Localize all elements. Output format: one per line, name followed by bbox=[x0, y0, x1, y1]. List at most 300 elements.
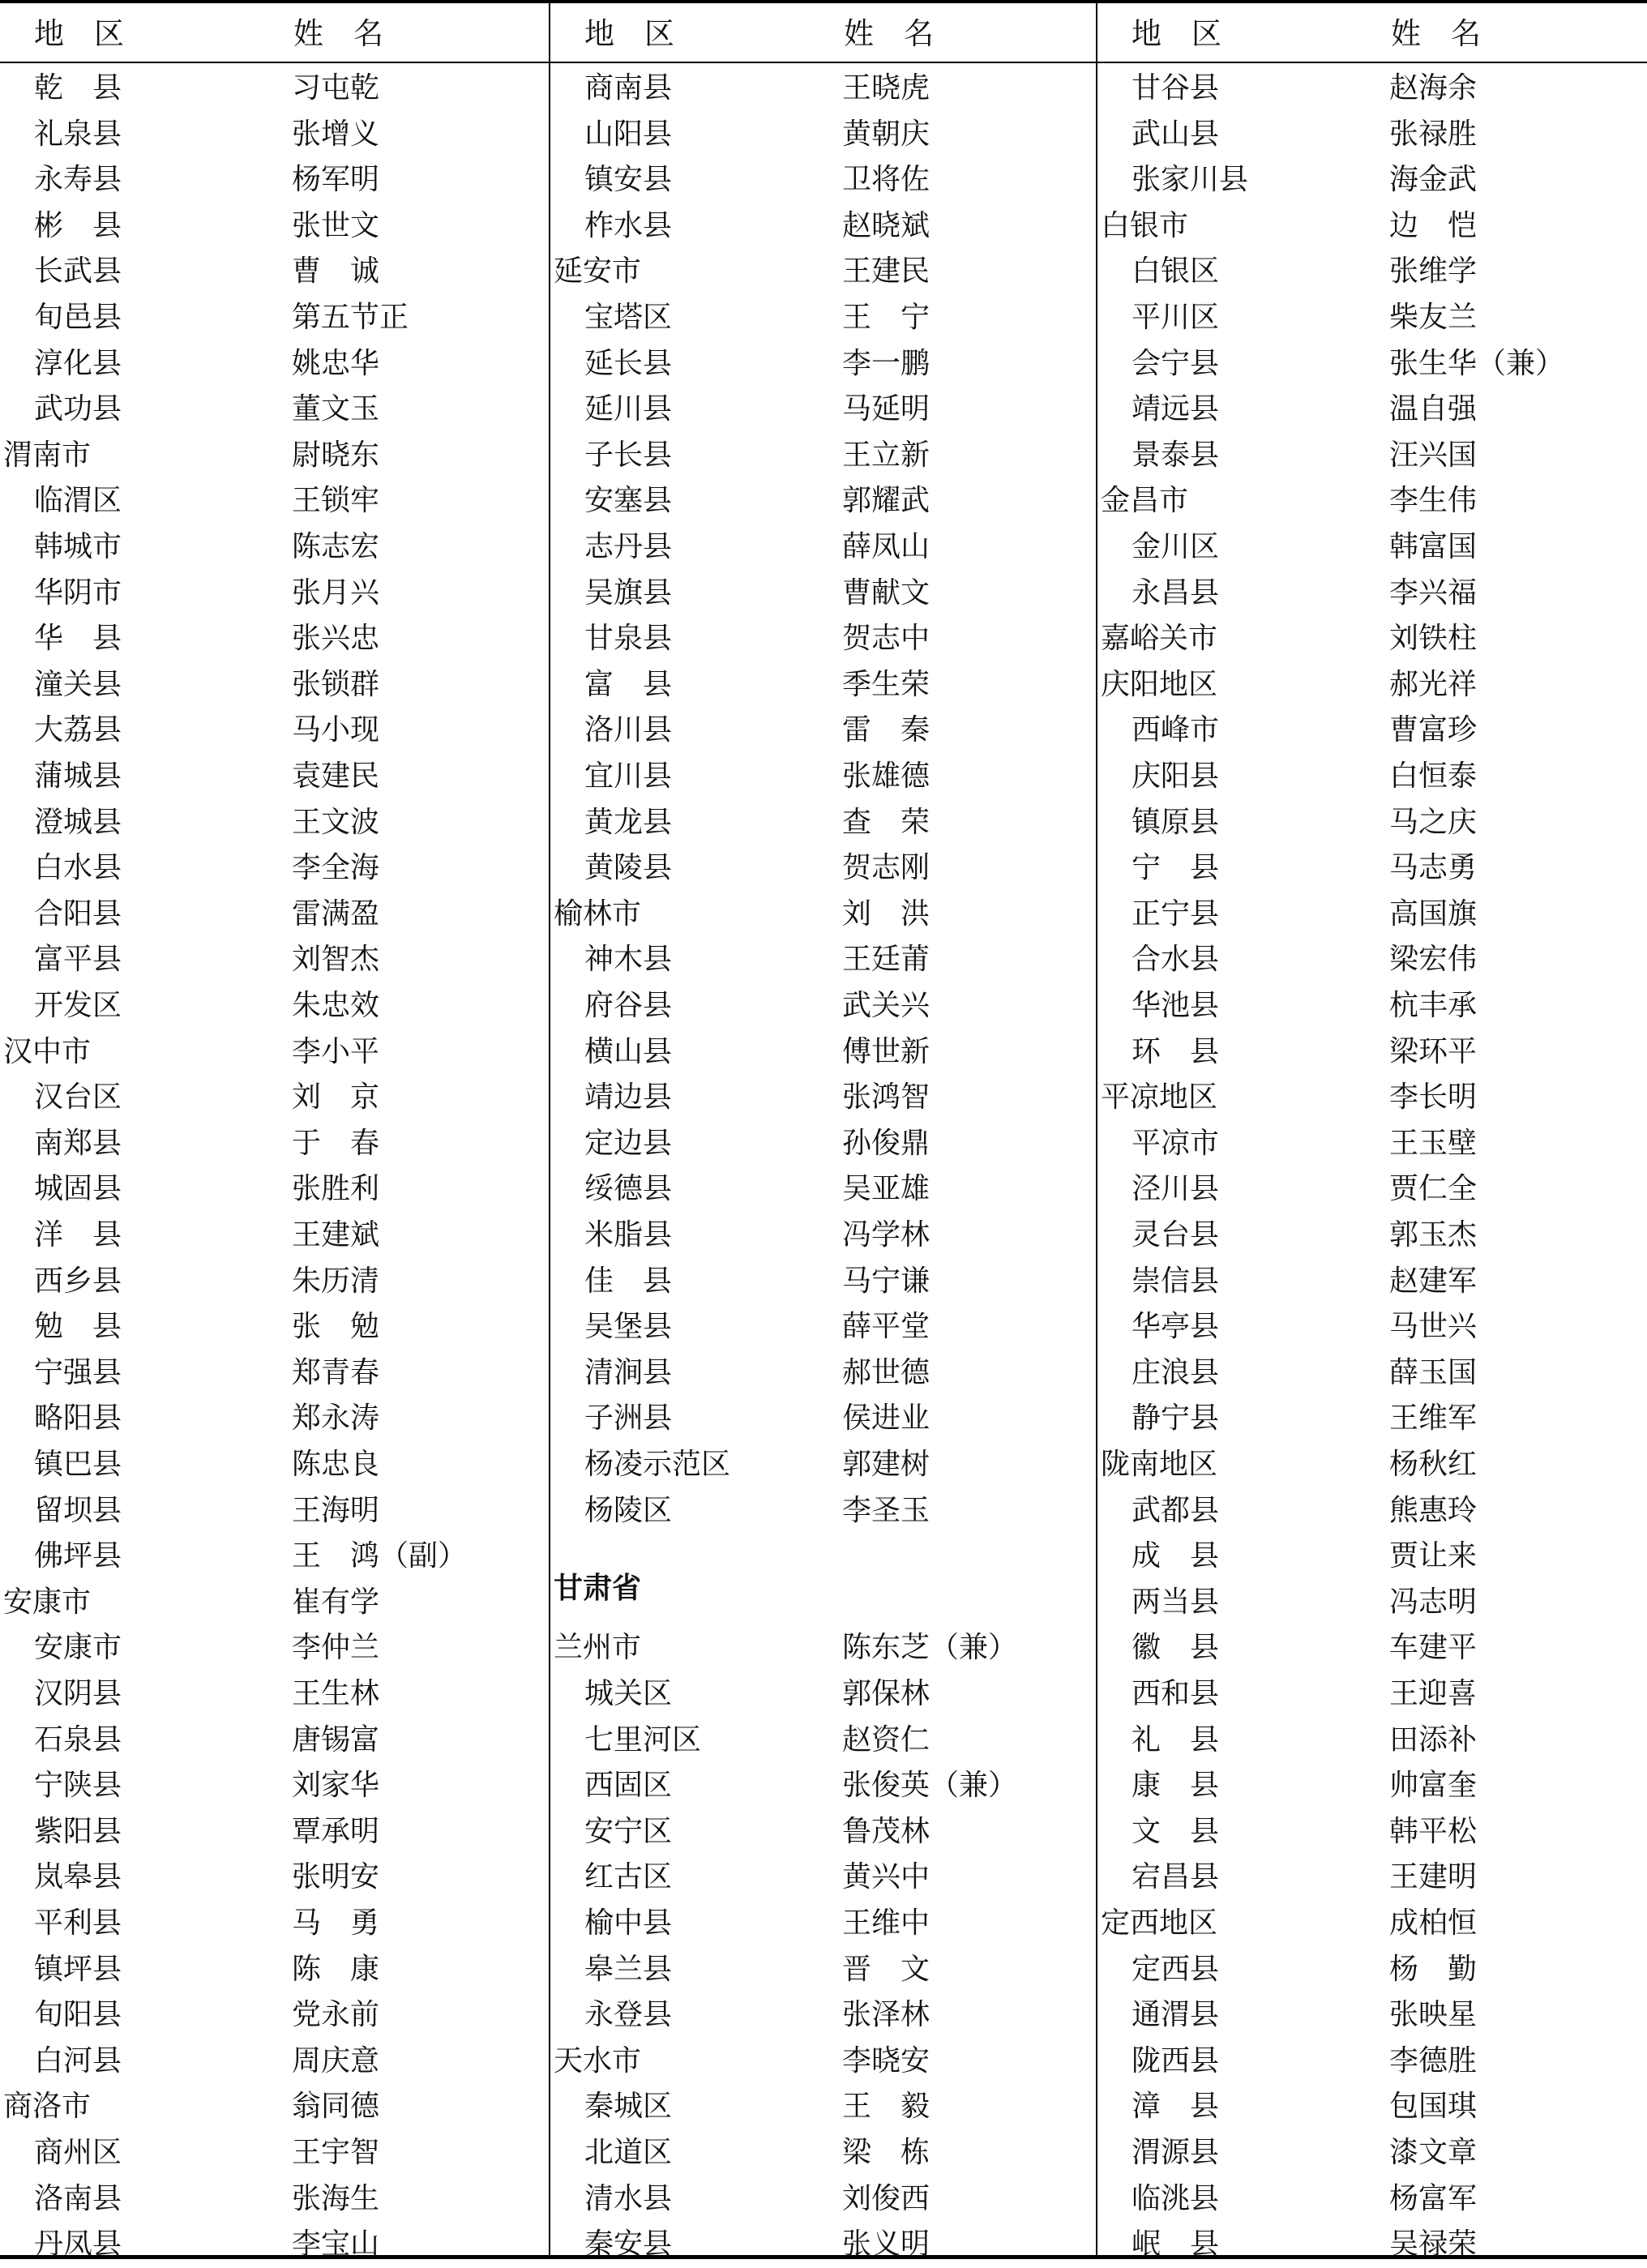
name-cell: 张兴忠 bbox=[292, 622, 380, 656]
region-cell: 石泉县 bbox=[34, 1722, 122, 1757]
name-cell: 王维中 bbox=[842, 1906, 930, 1940]
table-row bbox=[1097, 1166, 1647, 1212]
region-cell: 安宁区 bbox=[584, 1814, 673, 1848]
region-cell: 延长县 bbox=[584, 346, 673, 380]
region-cell: 清涧县 bbox=[584, 1355, 673, 1389]
name-cell: 张俊英（兼） bbox=[842, 1769, 1018, 1803]
region-cell: 庄浪县 bbox=[1132, 1355, 1220, 1389]
table-row bbox=[1097, 1350, 1647, 1396]
region-cell: 白河县 bbox=[34, 2043, 122, 2078]
name-cell: 李圣玉 bbox=[842, 1493, 930, 1527]
region-cell: 府谷县 bbox=[584, 989, 673, 1022]
region-cell: 大荔县 bbox=[34, 713, 122, 747]
name-cell: 黄兴中 bbox=[842, 1860, 930, 1894]
region-cell: 丹凤县 bbox=[34, 2227, 122, 2262]
region-cell: 西固区 bbox=[584, 1769, 673, 1803]
name-cell: 车建平 bbox=[1389, 1631, 1478, 1665]
region-cell: 文 县 bbox=[1132, 1814, 1220, 1848]
table-row bbox=[550, 845, 1096, 891]
region-cell: 南郑县 bbox=[34, 1126, 122, 1160]
name-cell: 王廷莆 bbox=[842, 943, 930, 977]
region-cell: 黄龙县 bbox=[584, 805, 673, 839]
name-cell: 雷 秦 bbox=[842, 713, 930, 747]
table-row bbox=[0, 2039, 549, 2084]
table-row bbox=[0, 845, 549, 891]
name-cell: 陈东芝（兼） bbox=[842, 1631, 1018, 1665]
region-cell: 华亭县 bbox=[1132, 1310, 1220, 1344]
table-row bbox=[550, 800, 1096, 845]
table-row bbox=[1097, 2130, 1647, 2176]
name-cell: 王锁牢 bbox=[292, 484, 380, 518]
region-cell: 甘泉县 bbox=[584, 622, 673, 656]
region-cell: 富 县 bbox=[584, 667, 673, 701]
table-row bbox=[1097, 1855, 1647, 1900]
region-cell: 安康市 bbox=[3, 1585, 92, 1619]
table-row bbox=[550, 1259, 1096, 1304]
name-cell: 张世文 bbox=[292, 208, 380, 242]
region-cell: 正宁县 bbox=[1132, 897, 1220, 931]
name-cell: 张鸿智 bbox=[842, 1081, 930, 1115]
table-row bbox=[0, 1580, 549, 1625]
region-cell: 城固县 bbox=[34, 1172, 122, 1206]
table-row bbox=[550, 1213, 1096, 1258]
table-row bbox=[550, 341, 1096, 387]
name-cell: 熊惠玲 bbox=[1389, 1493, 1478, 1527]
name-cell: 尉晓东 bbox=[292, 438, 380, 472]
name-cell: 郭保林 bbox=[842, 1677, 930, 1710]
region-cell: 西乡县 bbox=[34, 1264, 122, 1298]
region-cell: 宜川县 bbox=[584, 760, 673, 793]
region-cell: 横山县 bbox=[584, 1034, 673, 1068]
region-cell: 洛川县 bbox=[584, 713, 673, 747]
table-row bbox=[1097, 2176, 1647, 2222]
table-row bbox=[0, 800, 549, 845]
region-cell: 靖远县 bbox=[1132, 392, 1220, 426]
table-row bbox=[1097, 157, 1647, 203]
region-cell: 潼关县 bbox=[34, 667, 122, 701]
table-column-3 bbox=[1097, 0, 1647, 2262]
table-row bbox=[0, 203, 549, 249]
name-cell: 李德胜 bbox=[1389, 2043, 1478, 2078]
name-cell: 崔有学 bbox=[292, 1585, 380, 1619]
region-cell: 平凉地区 bbox=[1101, 1081, 1218, 1115]
name-cell: 边 恺 bbox=[1389, 208, 1478, 242]
header-region: 地 区 bbox=[1132, 16, 1221, 51]
table-row bbox=[1097, 341, 1647, 387]
region-cell: 岚皋县 bbox=[34, 1860, 122, 1894]
table-row bbox=[0, 1166, 549, 1212]
table-row bbox=[1097, 66, 1647, 111]
name-cell: 马宁谦 bbox=[842, 1264, 930, 1298]
name-cell: 刘俊西 bbox=[842, 2181, 930, 2215]
table-row bbox=[0, 157, 549, 203]
name-cell: 薛凤山 bbox=[842, 530, 930, 563]
region-cell: 杨凌示范区 bbox=[584, 1448, 731, 1481]
table-row bbox=[1097, 1992, 1647, 2038]
table-row bbox=[1097, 1304, 1647, 1350]
region-cell: 子洲县 bbox=[584, 1401, 673, 1436]
region-cell: 平川区 bbox=[1132, 301, 1220, 334]
region-cell: 旬阳县 bbox=[34, 1998, 122, 2032]
name-cell: 王 鸿（副） bbox=[292, 1539, 468, 1573]
region-cell: 开发区 bbox=[34, 989, 122, 1022]
table-row bbox=[550, 616, 1096, 661]
name-cell: 于 春 bbox=[292, 1126, 380, 1160]
table-row bbox=[1097, 203, 1647, 249]
region-cell: 通渭县 bbox=[1132, 1998, 1220, 2032]
region-cell: 宕昌县 bbox=[1132, 1860, 1220, 1894]
region-cell: 黄陵县 bbox=[584, 851, 673, 885]
region-cell: 崇信县 bbox=[1132, 1264, 1220, 1298]
table-row bbox=[550, 249, 1096, 294]
region-cell: 礼 县 bbox=[1132, 1722, 1220, 1757]
region-cell: 宁强县 bbox=[34, 1355, 122, 1389]
name-cell: 朱历清 bbox=[292, 1264, 380, 1298]
table-row bbox=[550, 1029, 1096, 1075]
table-row bbox=[1097, 2039, 1647, 2084]
table-row bbox=[550, 1947, 1096, 1992]
table-row bbox=[0, 66, 549, 111]
table-row bbox=[1097, 1121, 1647, 1166]
table-row bbox=[1097, 1625, 1647, 1671]
region-cell: 渭源县 bbox=[1132, 2136, 1220, 2169]
name-cell: 王 宁 bbox=[842, 301, 930, 334]
region-cell: 佳 县 bbox=[584, 1264, 673, 1298]
name-cell: 马小现 bbox=[292, 713, 380, 747]
table-row bbox=[1097, 845, 1647, 891]
table-row bbox=[0, 1625, 549, 1671]
region-cell: 汉中市 bbox=[3, 1034, 92, 1068]
name-cell: 马志勇 bbox=[1389, 851, 1478, 885]
table-row bbox=[0, 1534, 549, 1579]
name-cell: 周庆意 bbox=[292, 2043, 380, 2078]
table-row bbox=[1097, 892, 1647, 937]
region-cell: 七里河区 bbox=[584, 1722, 702, 1757]
name-cell: 张增义 bbox=[292, 117, 380, 151]
region-cell: 蒲城县 bbox=[34, 760, 122, 793]
region-cell: 成 县 bbox=[1132, 1539, 1220, 1573]
name-cell: 王立新 bbox=[842, 438, 930, 472]
name-cell: 张维学 bbox=[1389, 255, 1478, 289]
region-cell: 佛坪县 bbox=[34, 1539, 122, 1573]
name-cell: 晋 文 bbox=[842, 1952, 930, 1986]
name-cell: 陈忠良 bbox=[292, 1448, 380, 1481]
name-cell: 吴亚雄 bbox=[842, 1172, 930, 1206]
name-cell: 曹献文 bbox=[842, 576, 930, 610]
name-cell: 王建明 bbox=[1389, 1860, 1478, 1894]
name-cell: 唐锡富 bbox=[292, 1722, 380, 1757]
name-cell: 习屯乾 bbox=[292, 71, 380, 105]
name-cell: 贺志刚 bbox=[842, 851, 930, 885]
table-row bbox=[0, 1350, 549, 1396]
name-cell: 赵资仁 bbox=[842, 1722, 930, 1757]
region-cell: 彬 县 bbox=[34, 208, 122, 242]
name-cell: 赵晓斌 bbox=[842, 208, 930, 242]
table-row bbox=[0, 1947, 549, 1992]
name-cell: 杨秋红 bbox=[1389, 1448, 1478, 1481]
table-row bbox=[1097, 1580, 1647, 1625]
table-row bbox=[1097, 1259, 1647, 1304]
table-row bbox=[0, 341, 549, 387]
region-cell: 安塞县 bbox=[584, 484, 673, 518]
region-cell: 延安市 bbox=[554, 255, 642, 289]
region-cell: 皋兰县 bbox=[584, 1952, 673, 1986]
name-cell: 查 荣 bbox=[842, 805, 930, 839]
region-cell: 子长县 bbox=[584, 438, 673, 472]
table-row bbox=[550, 983, 1096, 1029]
name-cell: 韩富国 bbox=[1389, 530, 1478, 563]
name-cell: 张禄胜 bbox=[1389, 117, 1478, 151]
table-row bbox=[0, 754, 549, 799]
name-cell: 贺志中 bbox=[842, 622, 930, 656]
region-cell: 靖边县 bbox=[584, 1081, 673, 1115]
region-cell: 永昌县 bbox=[1132, 576, 1220, 610]
table-row bbox=[1097, 937, 1647, 982]
name-cell: 杭丰承 bbox=[1389, 989, 1478, 1022]
region-cell: 华 县 bbox=[34, 622, 122, 656]
table-row bbox=[550, 524, 1096, 570]
header-name: 姓 名 bbox=[293, 16, 383, 51]
table-row bbox=[1097, 2222, 1647, 2267]
region-cell: 白银市 bbox=[1101, 208, 1189, 242]
table-row bbox=[1097, 571, 1647, 616]
header-name: 姓 名 bbox=[1391, 16, 1481, 51]
table-row bbox=[1097, 433, 1647, 478]
name-cell: 郑青春 bbox=[292, 1355, 380, 1389]
name-cell: 李晓安 bbox=[842, 2043, 930, 2078]
region-cell: 平凉市 bbox=[1132, 1126, 1220, 1160]
region-cell: 临渭区 bbox=[34, 484, 122, 518]
name-cell: 张海生 bbox=[292, 2181, 380, 2215]
name-cell: 黄朝庆 bbox=[842, 117, 930, 151]
region-cell: 紫阳县 bbox=[34, 1814, 122, 1848]
region-cell: 镇安县 bbox=[584, 163, 673, 197]
region-cell: 甘谷县 bbox=[1132, 71, 1220, 105]
name-cell: 第五节正 bbox=[292, 301, 409, 334]
region-cell: 汉台区 bbox=[34, 1081, 122, 1115]
table-row bbox=[1097, 800, 1647, 845]
table-row bbox=[550, 2130, 1096, 2176]
table-row bbox=[0, 1121, 549, 1166]
name-cell: 姚忠华 bbox=[292, 346, 380, 380]
table-row bbox=[1097, 387, 1647, 432]
table-row bbox=[550, 708, 1096, 753]
name-cell: 鲁茂林 bbox=[842, 1814, 930, 1848]
table-row bbox=[0, 1855, 549, 1900]
region-cell: 西和县 bbox=[1132, 1677, 1220, 1710]
name-cell: 郭建树 bbox=[842, 1448, 930, 1481]
name-cell: 季生荣 bbox=[842, 667, 930, 701]
name-cell: 成柏恒 bbox=[1389, 1906, 1478, 1940]
name-cell: 王建民 bbox=[842, 255, 930, 289]
table-row bbox=[0, 112, 549, 157]
name-cell: 侯进业 bbox=[842, 1401, 930, 1436]
table-row bbox=[1097, 1029, 1647, 1075]
region-cell: 灵台县 bbox=[1132, 1218, 1220, 1252]
name-cell: 翁同德 bbox=[292, 2090, 380, 2124]
name-cell: 张锁群 bbox=[292, 667, 380, 701]
name-cell: 王建斌 bbox=[292, 1218, 380, 1252]
name-cell: 曹 诚 bbox=[292, 255, 380, 289]
table-row bbox=[550, 571, 1096, 616]
table-row bbox=[550, 1992, 1096, 2038]
name-cell: 张泽林 bbox=[842, 1998, 930, 2032]
region-cell: 天水市 bbox=[554, 2043, 642, 2078]
region-cell: 淳化县 bbox=[34, 346, 122, 380]
region-cell: 武都县 bbox=[1132, 1493, 1220, 1527]
header-region: 地 区 bbox=[584, 16, 674, 51]
region-cell: 白水县 bbox=[34, 851, 122, 885]
name-cell: 王迎喜 bbox=[1389, 1677, 1478, 1710]
table-row bbox=[0, 1259, 549, 1304]
table-row bbox=[550, 892, 1096, 937]
region-cell: 略阳县 bbox=[34, 1401, 122, 1436]
table-row bbox=[550, 2084, 1096, 2129]
name-cell: 吴禄荣 bbox=[1389, 2227, 1478, 2262]
region-cell: 陇西县 bbox=[1132, 2043, 1220, 2078]
table-row bbox=[550, 937, 1096, 982]
name-cell: 王 毅 bbox=[842, 2090, 930, 2124]
region-cell: 华池县 bbox=[1132, 989, 1220, 1022]
name-cell: 李长明 bbox=[1389, 1081, 1478, 1115]
region-cell: 镇原县 bbox=[1132, 805, 1220, 839]
region-cell: 志丹县 bbox=[584, 530, 673, 563]
table-row bbox=[1097, 1075, 1647, 1120]
header-region: 地 区 bbox=[34, 16, 124, 51]
table-row bbox=[550, 2176, 1096, 2222]
name-cell: 曹富珍 bbox=[1389, 713, 1478, 747]
region-cell: 延川县 bbox=[584, 392, 673, 426]
name-cell: 薛平堂 bbox=[842, 1310, 930, 1344]
table-row bbox=[0, 616, 549, 661]
region-cell: 商南县 bbox=[584, 71, 673, 105]
name-cell: 温自强 bbox=[1389, 392, 1478, 426]
region-cell: 宁陕县 bbox=[34, 1769, 122, 1803]
name-cell: 包国琪 bbox=[1389, 2090, 1478, 2124]
table-row bbox=[550, 1488, 1096, 1534]
name-cell: 王玉壁 bbox=[1389, 1126, 1478, 1160]
table-row bbox=[550, 157, 1096, 203]
table-row bbox=[1097, 1442, 1647, 1487]
name-cell: 田添补 bbox=[1389, 1722, 1478, 1757]
region-cell: 武功县 bbox=[34, 392, 122, 426]
region-cell: 红古区 bbox=[584, 1860, 673, 1894]
region-cell: 庆阳地区 bbox=[1101, 667, 1218, 701]
region-cell: 白银区 bbox=[1132, 255, 1220, 289]
region-cell: 镇坪县 bbox=[34, 1952, 122, 1986]
table-row bbox=[1097, 249, 1647, 294]
region-cell: 米脂县 bbox=[584, 1218, 673, 1252]
name-cell: 陈志宏 bbox=[292, 530, 380, 563]
header-name: 姓 名 bbox=[844, 16, 934, 51]
region-cell: 武山县 bbox=[1132, 117, 1220, 151]
table-row bbox=[550, 2222, 1096, 2267]
name-cell: 卫将佐 bbox=[842, 163, 930, 197]
region-cell: 商洛市 bbox=[3, 2090, 92, 2124]
name-cell: 王文波 bbox=[292, 805, 380, 839]
name-cell: 郝世德 bbox=[842, 1355, 930, 1389]
region-cell: 礼泉县 bbox=[34, 117, 122, 151]
table-row bbox=[0, 1488, 549, 1534]
table-row bbox=[1097, 1534, 1647, 1579]
region-cell: 山阳县 bbox=[584, 117, 673, 151]
region-cell: 城关区 bbox=[584, 1677, 673, 1710]
name-cell: 刘家华 bbox=[292, 1769, 380, 1803]
table-row bbox=[0, 1671, 549, 1717]
name-cell: 张生华（兼） bbox=[1389, 346, 1565, 380]
table-row bbox=[550, 66, 1096, 111]
name-cell: 王宇智 bbox=[292, 2136, 380, 2169]
name-cell: 孙俊鼎 bbox=[842, 1126, 930, 1160]
table-row bbox=[1097, 708, 1647, 753]
name-cell: 李宝山 bbox=[292, 2227, 380, 2262]
table-row bbox=[550, 112, 1096, 157]
name-cell: 张 勉 bbox=[292, 1310, 380, 1344]
name-cell: 李小平 bbox=[292, 1034, 380, 1068]
region-cell: 永寿县 bbox=[34, 163, 122, 197]
region-cell: 宁 县 bbox=[1132, 851, 1220, 885]
table-row bbox=[1097, 295, 1647, 340]
name-cell: 张映星 bbox=[1389, 1998, 1478, 2032]
table-row bbox=[550, 1121, 1096, 1166]
region-cell: 嘉峪关市 bbox=[1101, 622, 1218, 656]
region-cell: 长武县 bbox=[34, 255, 122, 289]
name-cell: 杨 勤 bbox=[1389, 1952, 1478, 1986]
name-cell: 贾仁全 bbox=[1389, 1172, 1478, 1206]
region-cell: 澄城县 bbox=[34, 805, 122, 839]
name-cell: 郑永涛 bbox=[292, 1401, 380, 1436]
table-column-2 bbox=[550, 0, 1096, 2262]
table-row bbox=[550, 295, 1096, 340]
name-cell: 陈 康 bbox=[292, 1952, 380, 1986]
region-cell: 镇巴县 bbox=[34, 1448, 122, 1481]
region-cell: 吴堡县 bbox=[584, 1310, 673, 1344]
table-row bbox=[1097, 1901, 1647, 1946]
table-row bbox=[0, 1304, 549, 1350]
region-cell: 康 县 bbox=[1132, 1769, 1220, 1803]
name-cell: 刘 洪 bbox=[842, 897, 930, 931]
table-row bbox=[550, 1809, 1096, 1855]
region-cell: 吴旗县 bbox=[584, 576, 673, 610]
name-cell: 马世兴 bbox=[1389, 1310, 1478, 1344]
name-cell: 刘智杰 bbox=[292, 943, 380, 977]
table-row bbox=[550, 387, 1096, 432]
region-cell: 永登县 bbox=[584, 1998, 673, 2032]
name-cell: 王维军 bbox=[1389, 1401, 1478, 1436]
table-row bbox=[1097, 1671, 1647, 1717]
name-cell: 赵海余 bbox=[1389, 71, 1478, 105]
table-row bbox=[0, 892, 549, 937]
table-row bbox=[0, 1763, 549, 1808]
name-cell: 张胜利 bbox=[292, 1172, 380, 1206]
region-cell: 柞水县 bbox=[584, 208, 673, 242]
table-row bbox=[1097, 662, 1647, 708]
region-cell: 庆阳县 bbox=[1132, 760, 1220, 793]
table-column-1 bbox=[0, 0, 549, 2262]
region-cell: 汉阴县 bbox=[34, 1677, 122, 1710]
table-row bbox=[1097, 524, 1647, 570]
name-cell: 刘 京 bbox=[292, 1081, 380, 1115]
name-cell: 漆文章 bbox=[1389, 2136, 1478, 2169]
region-cell: 岷 县 bbox=[1132, 2227, 1220, 2262]
region-cell: 安康市 bbox=[34, 1631, 122, 1665]
name-cell: 马延明 bbox=[842, 392, 930, 426]
region-cell: 神木县 bbox=[584, 943, 673, 977]
region-cell: 环 县 bbox=[1132, 1034, 1220, 1068]
region-cell: 临洮县 bbox=[1132, 2181, 1220, 2215]
table-row bbox=[550, 1625, 1096, 1671]
table-row bbox=[550, 1166, 1096, 1212]
